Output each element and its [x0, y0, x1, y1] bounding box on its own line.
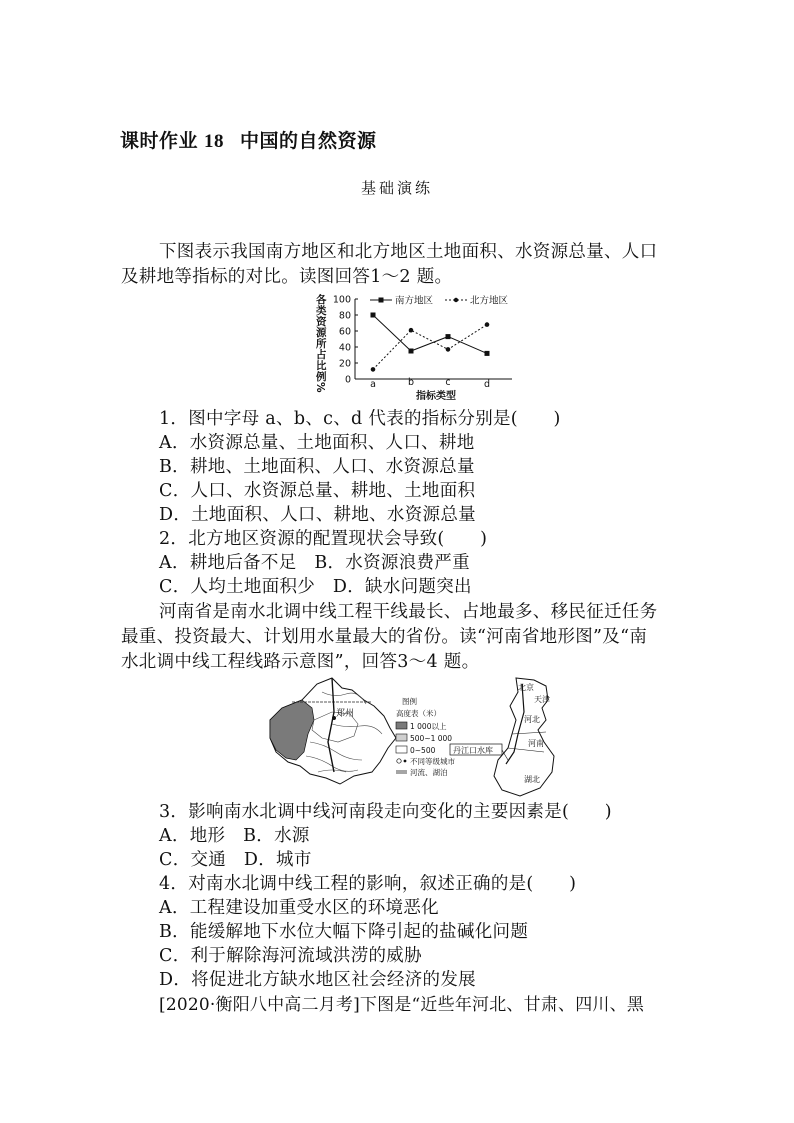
- q4-option-c: C．利于解除海河流域洪涝的威胁: [159, 946, 422, 966]
- title-number: 18: [204, 131, 225, 152]
- legend-north: 北方地区: [470, 295, 509, 307]
- map-legend: [396, 696, 455, 777]
- intro1-line2: 及耕地等指标的对比。读图回答1～2 题。: [121, 267, 453, 287]
- q2-stem: 2．北方地区资源的配置现状会导致( ): [159, 529, 488, 549]
- y-tick-label: 20: [338, 358, 351, 370]
- y-axis-label-char: 类: [316, 305, 327, 317]
- q1-option-a: A．水资源总量、土地面积、人口、耕地: [159, 433, 475, 453]
- q1-option-d: D．土地面积、人口、耕地、水资源总量: [159, 505, 476, 525]
- y-axis-label-char: 占: [316, 349, 327, 361]
- q4-option-a: A．工程建设加重受水区的环境恶化: [159, 898, 439, 918]
- page-title: [120, 126, 377, 153]
- y-ticks: [333, 295, 358, 386]
- intro2-line1: 河南省是南水北调中线工程干线最长、占地最多、移民征迁任务: [159, 602, 658, 622]
- data-point-north-a: [371, 367, 376, 372]
- line-chart: [312, 291, 522, 403]
- legend-item-high: 1 000以上: [410, 722, 447, 731]
- x-tick-label: c: [445, 377, 451, 388]
- data-point-north-d: [485, 322, 490, 327]
- q1-stem: 1．图中字母 a、b、c、d 代表的指标分别是( ): [159, 409, 561, 429]
- label-reservoir: 丹江口水库: [453, 746, 493, 755]
- q1-option-b: B．耕地、土地面积、人口、水资源总量: [159, 457, 475, 477]
- y-axis-label-char: 各: [316, 294, 327, 306]
- data-point-north-b: [409, 328, 414, 333]
- legend-marker-south: [379, 298, 384, 303]
- henan-maps-figure: [262, 672, 562, 802]
- legend-river-icon: [396, 771, 407, 773]
- y-axis-label-char: 比: [316, 360, 327, 372]
- data-point-south-b: [409, 349, 414, 354]
- q2-options-ab: A．耕地后备不足 B．水资源浪费严重: [159, 553, 470, 573]
- q1-option-c: C．人口、水资源总量、耕地、土地面积: [159, 481, 476, 501]
- q3-options-ab: A．地形 B．水源: [159, 826, 310, 846]
- legend-marker-north: [454, 298, 458, 302]
- legend-swatch-mid: [396, 734, 407, 741]
- q4-option-d: D．将促进北方缺水地区社会经济的发展: [159, 970, 476, 990]
- q3-options-cd: C．交通 D．城市: [159, 850, 312, 870]
- y-tick-label: 40: [338, 342, 351, 354]
- route-map: [450, 678, 554, 796]
- y-tick-label: 0: [344, 374, 351, 386]
- y-tick-label: 60: [338, 326, 351, 338]
- title-prefix: 课时作业: [120, 131, 199, 152]
- henan-terrain-map: [270, 678, 396, 784]
- label-hubei: 湖北: [524, 775, 540, 784]
- data-point-south-c: [446, 334, 451, 339]
- q4-stem: 4．对南水北调中线工程的影响，叙述正确的是( ): [159, 874, 577, 894]
- x-tick-label: a: [370, 379, 376, 390]
- q2-options-cd: C．人均土地面积少 D．缺水问题突出: [159, 577, 472, 597]
- y-tick-label: 100: [332, 294, 351, 306]
- y-axis-label-char: 资: [316, 316, 327, 328]
- legend-south: 南方地区: [395, 295, 434, 307]
- q5-intro: [2020·衡阳八中高二月考]下图是“近些年河北、甘肃、四川、黑: [159, 995, 645, 1015]
- y-axis-label-char: 源: [316, 327, 327, 339]
- label-zhengzhou: 郑州: [336, 709, 355, 719]
- legend-city-icon: [397, 759, 401, 763]
- intro2-line2: 最重、投资最大、计划用水量最大的省份。读“河南省地形图”及“南: [121, 627, 648, 647]
- label-tianjin: 天津: [534, 695, 550, 704]
- x-tick-label: d: [483, 379, 491, 390]
- chart-legend: [370, 295, 509, 307]
- section-heading: 基础演练: [360, 179, 433, 197]
- legend-item-low: 0~500: [410, 746, 436, 755]
- intro1-line1: 下图表示我国南方地区和北方地区土地面积、水资源总量、人口: [159, 242, 658, 262]
- chart-series: [371, 313, 490, 372]
- label-beijing: 北京: [518, 683, 534, 692]
- y-tick-label: 80: [338, 310, 351, 322]
- y-axis-label-char: 所: [316, 338, 327, 350]
- q3-stem: 3．影响南水北调中线河南段走向变化的主要因素是( ): [159, 802, 612, 822]
- label-hebei: 河北: [524, 715, 540, 724]
- data-point-south-a: [371, 313, 376, 318]
- data-point-north-c: [446, 347, 451, 352]
- title-main: 中国的自然资源: [240, 131, 377, 152]
- legend-subtitle: 高度表（米）: [396, 709, 441, 718]
- legend-item-mid: 500~1 000: [410, 734, 453, 743]
- legend-swatch-high: [396, 722, 407, 729]
- label-henan: 河南: [528, 739, 544, 748]
- x-tick-label: b: [407, 377, 415, 388]
- x-axis-label: 指标类型: [416, 391, 456, 402]
- y-axis-label-char: %: [314, 382, 326, 393]
- data-point-south-d: [485, 351, 490, 356]
- intro2-line3: 水北调中线工程线路示意图”，回答3～4 题。: [121, 652, 480, 672]
- y-axis-label: [314, 293, 327, 393]
- q4-option-b: B．能缓解地下水位大幅下降引起的盐碱化问题: [159, 922, 529, 942]
- y-axis-label-char: 例: [316, 371, 327, 383]
- legend-title: 图例: [402, 697, 417, 706]
- series-line-south: [373, 315, 487, 353]
- legend-swatch-low: [396, 746, 407, 753]
- legend-river: 河流、湖泊: [410, 768, 448, 777]
- legend-city: 不同等级城市: [410, 757, 455, 766]
